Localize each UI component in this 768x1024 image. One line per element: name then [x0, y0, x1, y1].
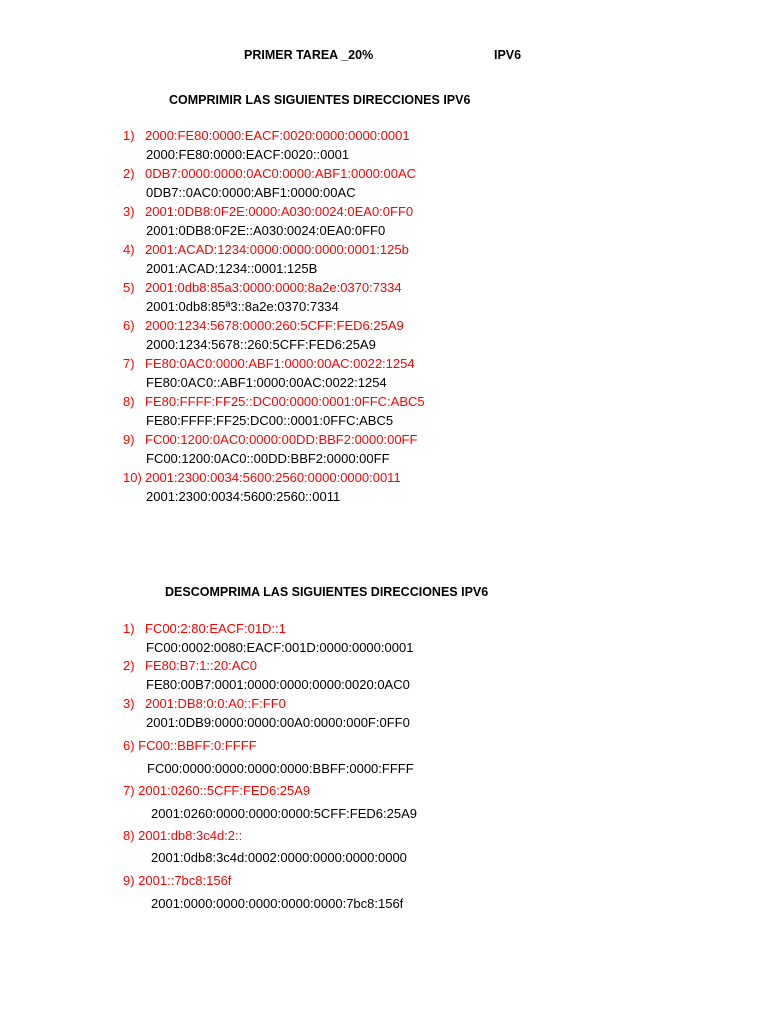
- list-item-answer: 2001:0DB8:0F2E::A030:0024:0EA0:0FF0: [146, 223, 386, 238]
- list-item: 8) 2001:db8:3c4d:2::: [123, 828, 243, 843]
- list-item-answer: 2001:0db8:3c4d:0002:0000:0000:0000:0000: [151, 850, 407, 865]
- list-item: 5) 2001:0db8:85a3:0000:0000:8a2e:0370:7334: [123, 280, 402, 295]
- list-item-answer: 2001:0db8:85ª3::8a2e:0370:7334: [146, 299, 339, 314]
- list-item-answer: 2000:FE80:0000:EACF:0020::0001: [146, 147, 350, 162]
- list-item: 4) 2001:ACAD:1234:0000:0000:0000:0001:125b: [123, 242, 409, 257]
- list-item: 3) 2001:0DB8:0F2E:0000:A030:0024:0EA0:0FF0: [123, 204, 414, 219]
- list-item: 6) FC00::BBFF:0:FFFF: [123, 738, 257, 753]
- list-item-answer: FC00:0002:0080:EACF:001D:0000:0000:0001: [146, 640, 414, 655]
- list-item: 9) FC00:1200:0AC0:0000:00DD:BBF2:0000:00FF: [123, 432, 418, 447]
- list-item: 6) 2000:1234:5678:0000:260:5CFF:FED6:25A9: [123, 318, 404, 333]
- list-item: 10) 2001:2300:0034:5600:2560:0000:0000:0011: [123, 470, 401, 485]
- list-item-answer: FE80:0AC0::ABF1:0000:00AC:0022:1254: [146, 375, 387, 390]
- list-item: 8) FE80:FFFF:FF25::DC00:0000:0001:0FFC:ABC5: [123, 394, 425, 409]
- list-item: 7) FE80:0AC0:0000:ABF1:0000:00AC:0022:1254: [123, 356, 415, 371]
- list-item: 1) 2000:FE80:0000:EACF:0020:0000:0000:0001: [123, 128, 410, 143]
- list-item: 3) 2001:DB8:0:0:A0::F:FF0: [123, 696, 286, 711]
- list-item-answer: 0DB7::0AC0:0000:ABF1:0000:00AC: [146, 185, 356, 200]
- list-item-answer: FE80:FFFF:FF25:DC00::0001:0FFC:ABC5: [146, 413, 394, 428]
- list-item-answer: FE80:00B7:0001:0000:0000:0000:0020:0AC0: [146, 677, 410, 692]
- page-subject: IPV6: [494, 48, 522, 62]
- section1-heading: COMPRIMIR LAS SIGUIENTES DIRECCIONES IPV6: [169, 93, 471, 107]
- list-item: 9) 2001::7bc8:156f: [123, 873, 232, 888]
- list-item: 2) FE80:B7:1::20:AC0: [123, 658, 258, 673]
- list-item-answer: 2000:1234:5678::260:5CFF:FED6:25A9: [146, 337, 376, 352]
- list-item-answer: 2001:0000:0000:0000:0000:0000:7bc8:156f: [151, 896, 404, 911]
- list-item-answer: FC00:1200:0AC0::00DD:BBF2:0000:00FF: [146, 451, 390, 466]
- list-item: 7) 2001:0260::5CFF:FED6:25A9: [123, 783, 311, 798]
- list-item-answer: 2001:2300:0034:5600:2560::0011: [146, 489, 341, 504]
- list-item: 1) FC00:2:80:EACF:01D::1: [123, 621, 286, 636]
- list-item-answer: 2001:ACAD:1234::0001:125B: [146, 261, 318, 276]
- list-item-answer: 2001:0260:0000:0000:0000:5CFF:FED6:25A9: [151, 806, 417, 821]
- list-item: 2) 0DB7:0000:0000:0AC0:0000:ABF1:0000:00AC: [123, 166, 417, 181]
- list-item-answer: FC00:0000:0000:0000:0000:BBFF:0000:FFFF: [147, 761, 414, 776]
- page-title: PRIMER TAREA _20%: [244, 48, 374, 62]
- section2-heading: DESCOMPRIMA LAS SIGUIENTES DIRECCIONES IPV6: [165, 585, 489, 599]
- list-item-answer: 2001:0DB9:0000:0000:00A0:0000:000F:0FF0: [146, 715, 410, 730]
